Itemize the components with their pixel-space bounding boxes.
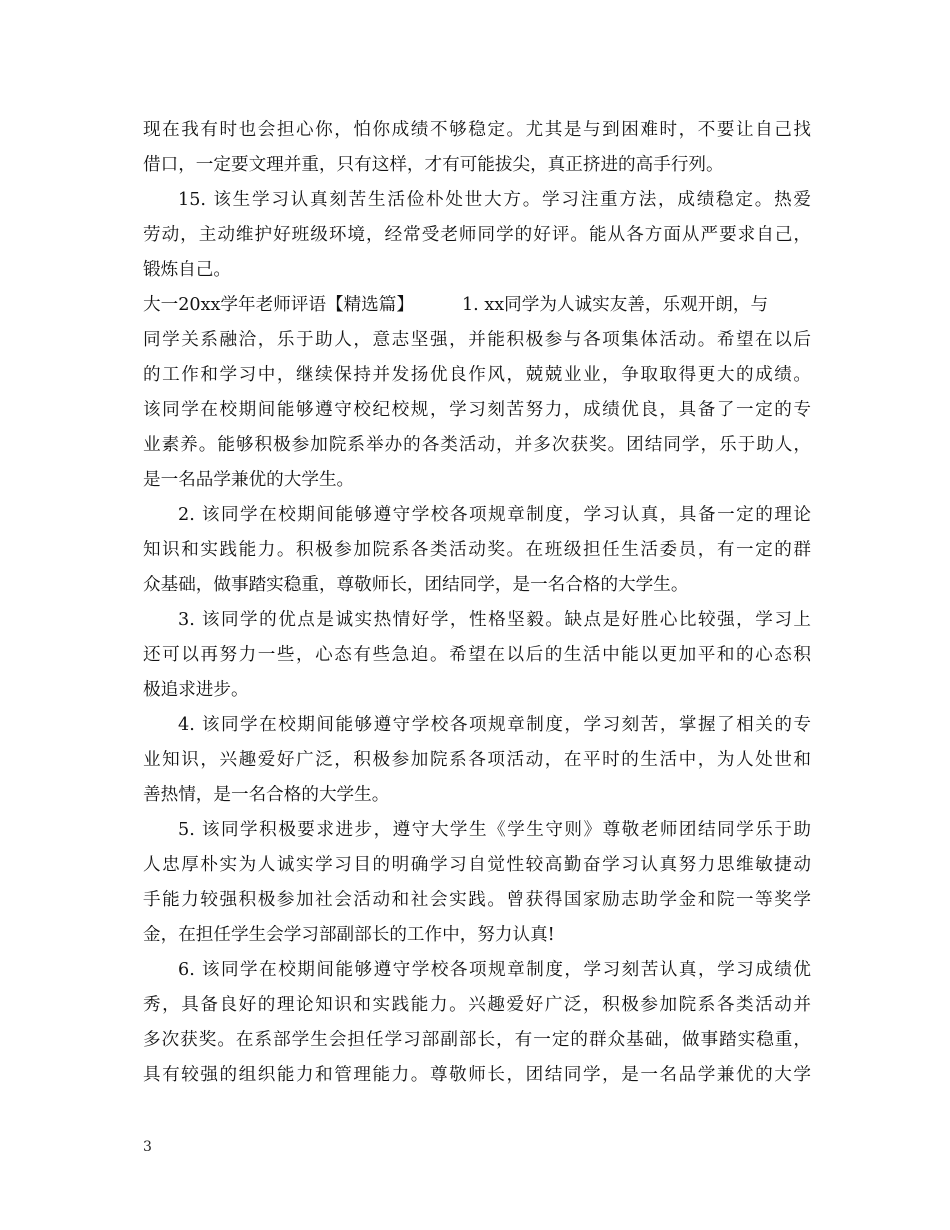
text-line: 善热情，是一名合格的大学生。 bbox=[143, 785, 390, 805]
text-line: 多次获奖。在系部学生会担任学习部副部长，有一定的群众基础，做事踏实稳重， bbox=[143, 1030, 811, 1050]
text-line: 手能力较强积极参加社会活动和社会实践。曾获得国家励志助学金和院一等奖学 bbox=[143, 890, 811, 910]
text-line: 现在我有时也会担心你，怕你成绩不够稳定。尤其是与到困难时，不要让自己找 bbox=[143, 120, 811, 140]
text-line: 15. 该生学习认真刻苦生活俭朴处世大方。学习注重方法，成绩稳定。热爱 bbox=[178, 190, 811, 210]
text-line: 金，在担任学生会学习部副部长的工作中，努力认真! bbox=[143, 925, 555, 945]
text-line: 同学关系融洽，乐于助人，意志坚强，并能积极参与各项集体活动。希望在以后 bbox=[143, 330, 811, 350]
text-line: 劳动，主动维护好班级环境，经常受老师同学的好评。能从各方面从严要求自己， bbox=[143, 225, 811, 245]
text-line: 该同学在校期间能够遵守校纪校规，学习刻苦努力，成绩优良，具备了一定的专 bbox=[143, 400, 811, 420]
text-line: 是一名品学兼优的大学生。 bbox=[143, 470, 355, 490]
text-line: 的工作和学习中，继续保持并发扬优良作风，兢兢业业，争取取得更大的成绩。 bbox=[143, 365, 811, 385]
text-line: 6. 该同学在校期间能够遵守学校各项规章制度，学习刻苦认真，学习成绩优 bbox=[178, 960, 811, 980]
text-line: 人忠厚朴实为人诚实学习目的明确学习自觉性较高勤奋学习认真努力思维敏捷动 bbox=[143, 855, 811, 875]
section-heading: 大一20xx学年老师评语【精选篇】 bbox=[143, 295, 414, 315]
text-line: 借口，一定要文理并重，只有这样，才有可能拔尖，真正挤进的高手行列。 bbox=[143, 155, 724, 175]
section-heading-line bbox=[143, 288, 811, 323]
page-number: 3 bbox=[143, 1139, 152, 1155]
text-line: 1. xx同学为人诚实友善，乐观开朗，与 bbox=[461, 295, 769, 315]
text-line: 具有较强的组织能力和管理能力。尊敬师长，团结同学，是一名品学兼优的大学 bbox=[143, 1065, 811, 1085]
text-line: 众基础，做事踏实稳重，尊敬师长，团结同学，是一名合格的大学生。 bbox=[143, 575, 689, 595]
text-line: 业知识，兴趣爱好广泛，积极参加院系各项活动，在平时的生活中，为人处世和 bbox=[143, 750, 811, 770]
text-line: 秀，具备良好的理论知识和实践能力。兴趣爱好广泛，积极参加院系各类活动并 bbox=[143, 995, 811, 1015]
text-line: 3. 该同学的优点是诚实热情好学，性格坚毅。缺点是好胜心比较强，学习上 bbox=[178, 610, 811, 630]
document-page bbox=[143, 113, 811, 1093]
text-line: 极追求进步。 bbox=[143, 680, 249, 700]
text-line: 4. 该同学在校期间能够遵守学校各项规章制度，学习刻苦，掌握了相关的专 bbox=[178, 715, 811, 735]
text-line: 知识和实践能力。积极参加院系各类活动奖。在班级担任生活委员，有一定的群 bbox=[143, 540, 811, 560]
text-line: 业素养。能够积极参加院系举办的各类活动，并多次获奖。团结同学，乐于助人， bbox=[143, 435, 811, 455]
text-line: 还可以再努力一些，心态有些急迫。希望在以后的生活中能以更加平和的心态积 bbox=[143, 645, 811, 665]
text-line: 5. 该同学积极要求进步，遵守大学生《学生守则》尊敬老师团结同学乐于助 bbox=[178, 820, 811, 840]
text-line: 锻炼自己。 bbox=[143, 260, 231, 280]
text-line: 2. 该同学在校期间能够遵守学校各项规章制度，学习认真，具备一定的理论 bbox=[178, 505, 811, 525]
